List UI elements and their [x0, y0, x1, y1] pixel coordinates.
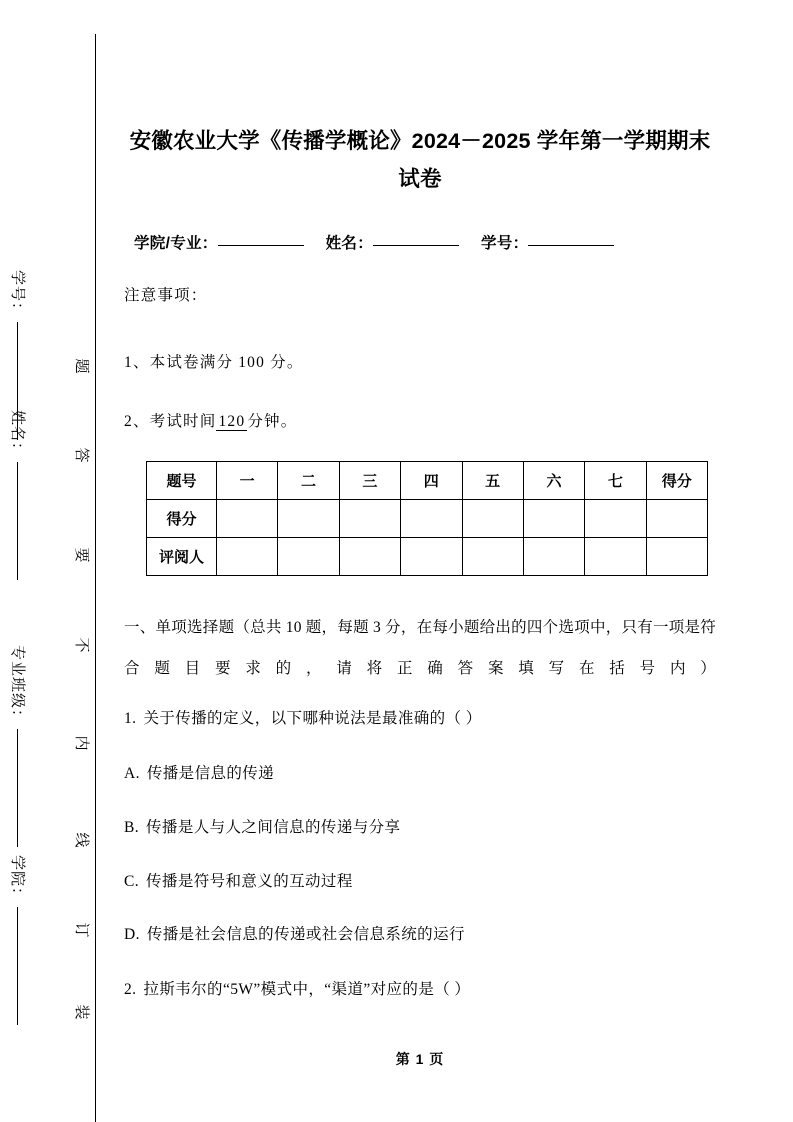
- score-table-header-4: 四: [401, 462, 462, 500]
- margin-label-class-text: 专业班级：: [9, 645, 25, 726]
- grader-cell[interactable]: [278, 538, 339, 576]
- margin-char-1: 答: [73, 447, 89, 463]
- score-cell[interactable]: [401, 500, 462, 538]
- score-cell[interactable]: [646, 500, 707, 538]
- score-table-header-0: 题号: [147, 462, 217, 500]
- margin-label-name-text: 姓名：: [9, 410, 25, 459]
- table-row: [147, 538, 708, 576]
- college-major-label: 学院/专业：: [134, 235, 218, 252]
- name-label: 姓名：: [325, 235, 374, 252]
- question-2: [124, 977, 470, 999]
- question-1-option-d[interactable]: [124, 922, 465, 944]
- question-1-option-c[interactable]: [124, 869, 353, 891]
- margin-label-college-rule: [17, 907, 18, 1025]
- question-1-option-b-label: B.: [124, 819, 140, 836]
- student-info-line: [134, 231, 724, 253]
- table-row-header: [147, 462, 708, 500]
- question-2-number: 2.: [124, 981, 137, 998]
- question-1: [124, 706, 482, 728]
- student-id-label: 学号：: [481, 235, 529, 252]
- notes-heading: 注意事项：: [124, 287, 208, 304]
- question-1-option-c-text: 传播是符号和意义的互动过程: [146, 873, 353, 890]
- score-table-header-3: 三: [339, 462, 400, 500]
- grader-row-label: 评阅人: [147, 538, 217, 576]
- margin-char-2: 要: [73, 547, 89, 563]
- grader-cell[interactable]: [217, 538, 278, 576]
- question-1-option-a-text: 传播是信息的传递: [146, 765, 275, 782]
- score-table-header-2: 二: [278, 462, 339, 500]
- score-cell[interactable]: [523, 500, 584, 538]
- college-major-field[interactable]: [218, 245, 304, 246]
- question-1-option-b[interactable]: [124, 815, 400, 837]
- score-row-label: 得分: [147, 500, 217, 538]
- page-title: 安徽农业大学《传播学概论》2024－2025 学年第一学期期末试卷: [129, 129, 711, 191]
- score-table-header-6: 六: [523, 462, 584, 500]
- grader-cell[interactable]: [462, 538, 523, 576]
- binding-vertical-rule: [95, 34, 96, 1122]
- note-item-1: 1、本试卷满分 100 分。: [124, 354, 304, 371]
- score-table: [146, 461, 708, 576]
- note-item-2-prefix: 2、考试时间: [124, 413, 217, 430]
- grader-cell[interactable]: [523, 538, 584, 576]
- page-body: [124, 0, 724, 1122]
- margin-label-college-text: 学院：: [9, 855, 25, 904]
- question-1-option-a-label: A.: [124, 765, 140, 782]
- score-cell[interactable]: [585, 500, 646, 538]
- margin-char-6: 订: [73, 922, 89, 938]
- name-field[interactable]: [373, 245, 459, 246]
- margin-label-student-id-text: 学号：: [9, 270, 25, 319]
- score-table-header-8: 得分: [646, 462, 707, 500]
- student-id-field[interactable]: [528, 245, 614, 246]
- question-2-text: 拉斯韦尔的“5W”模式中，“渠道”对应的是（ ）: [143, 981, 471, 998]
- note-item-2-suffix: 分钟。: [247, 413, 298, 430]
- question-1-option-d-text: 传播是社会信息的传递或社会信息系统的运行: [146, 926, 465, 943]
- score-cell[interactable]: [217, 500, 278, 538]
- question-1-text: 关于传播的定义，以下哪种说法是最准确的（ ）: [143, 710, 482, 727]
- score-cell[interactable]: [339, 500, 400, 538]
- section-one-heading: 一、单项选择题（总共 10 题，每题 3 分，在每小题给出的四个选项中，只有一项是符合题目要求的，请将正确答案填写在括号内）: [124, 619, 716, 677]
- exam-duration-value: 120: [218, 413, 246, 430]
- note-item-2: [124, 409, 297, 431]
- score-cell[interactable]: [278, 500, 339, 538]
- grader-cell[interactable]: [585, 538, 646, 576]
- margin-char-7: 装: [73, 1004, 89, 1020]
- binding-margin: [0, 0, 96, 1122]
- margin-char-0: 题: [73, 358, 89, 374]
- question-1-option-b-text: 传播是人与人之间信息的传递与分享: [146, 819, 401, 836]
- grader-cell[interactable]: [339, 538, 400, 576]
- margin-label-name: [8, 410, 29, 580]
- margin-label-class-rule: [17, 729, 18, 847]
- score-table-header-7: 七: [585, 462, 646, 500]
- margin-label-college: [8, 855, 29, 1025]
- score-table-header-1: 一: [217, 462, 278, 500]
- score-table-header-5: 五: [462, 462, 523, 500]
- question-1-option-d-label: D.: [124, 926, 140, 943]
- grader-cell[interactable]: [401, 538, 462, 576]
- margin-label-name-rule: [17, 462, 18, 580]
- grader-cell[interactable]: [646, 538, 707, 576]
- question-1-option-a[interactable]: [124, 761, 274, 783]
- margin-char-3: 不: [73, 637, 89, 653]
- margin-char-4: 内: [73, 735, 89, 751]
- page-footer: 第 1 页: [395, 1051, 445, 1067]
- table-row: [147, 500, 708, 538]
- question-1-number: 1.: [124, 710, 137, 727]
- score-cell[interactable]: [462, 500, 523, 538]
- margin-char-5: 线: [73, 832, 89, 848]
- question-1-option-c-label: C.: [124, 873, 140, 890]
- margin-label-class: [8, 645, 29, 847]
